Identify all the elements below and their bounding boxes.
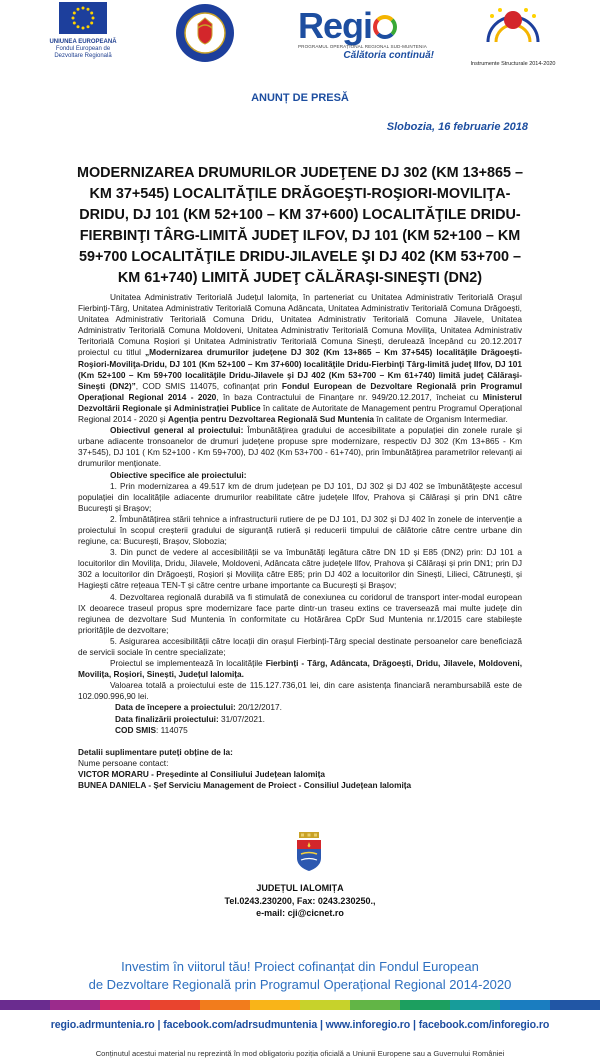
objective-2: 2. Îmbunătățirea stării tehnice a infrastructurii rutiere de pe DJ 101, DJ 302 și DJ 402 în zonele de intervenție a proiectului în scopul creșterii gradului de siguranță rutieră și reducerii timpului de călătorie către centre urbane din regiune, ca: București, Brașov, Slobozia; bbox=[78, 513, 522, 547]
government-seal-icon bbox=[172, 2, 238, 64]
smis-text: , COD SMIS 114075, cofinanțat prin bbox=[135, 380, 282, 391]
color-bar-segment bbox=[550, 1000, 600, 1010]
contact-person-1: VICTOR MORARU - Președinte al Consiliului Județean Ialomița bbox=[78, 768, 325, 779]
color-bar-segment bbox=[100, 1000, 150, 1010]
objective-4: 4. Dezvoltarea regională durabilă va fi stimulată de conexiunea cu coridorul de transport inter-modal european IX deoarece traseul propus spre modernizare face parte dintr-un traseu extins ce traversează mai multe județe din regiunea de dezvoltare Sud Muntenia în conformitate cu Hotărârea CpDr Sud Muntenia nr.1/2015 care stabilește prioritățile de dezvoltare; bbox=[78, 591, 522, 635]
eu-fund: Fondul European de Dezvoltare Regională bbox=[54, 46, 112, 59]
localities-list: Fierbinți - Târg, Adâncata, Drăgoești, Dridu, Jilavele, Moldoveni, Movilița, Roșiori, Sinești, Județul Ialomița. bbox=[78, 658, 522, 680]
contact-person-2: BUNEA DANIELA - Șef Serviciu Management de Proiect - Consiliul Județean Ialomița bbox=[78, 780, 412, 791]
general-objective-label: Obiectivul general al proiectului: bbox=[110, 425, 244, 436]
start-date-label: Data de începere a proiectului: bbox=[115, 702, 236, 713]
ministry-name: Ministerul Dezvoltării Regionale și Administrației Publice bbox=[78, 391, 522, 413]
county-crest bbox=[296, 832, 322, 872]
regio-o-icon bbox=[373, 15, 397, 39]
project-name: „Modernizarea drumurilor judeţene DJ 302 (Km 13+865 – Km 37+545) localităţile Drăgoeşti-Roşiori-Moviliţa-Dridu, DJ 101 (Km 52+100 – Km 37+600) localităţile Dridu-Fierbinţi Târg-limită judeţ Ilfov, DJ 101 (Km 52+100 – Km 59+700 localităţile Dridu-Jilavele şi DJ 402 (Km 53+700 – Km 61+740) limită judeţ Călăraşi-Sineşti (DN2)” bbox=[78, 347, 523, 391]
regio-word: Regi bbox=[298, 5, 373, 46]
structural-instruments-icon bbox=[478, 2, 548, 58]
color-bar-segment bbox=[350, 1000, 400, 1010]
header-logos bbox=[0, 0, 600, 78]
regio-logo bbox=[298, 5, 438, 61]
objective-5: 5. Asigurarea accesibilității către locații din orașul Fierbinți-Târg special destinate persoanelor care beneficiază de servicii sociale în centre specializate; bbox=[78, 635, 522, 657]
county-name: JUDEȚUL IALOMIȚA bbox=[256, 883, 344, 893]
details-line: Detalii suplimentare puteți obține de la: bbox=[78, 746, 233, 757]
eu-disclaimer: Conținutul acestui material nu reprezintă în mod obligatoriu poziția oficială a Uniunii Europene sau a Guvernului României bbox=[95, 1049, 505, 1058]
end-date-line bbox=[78, 714, 522, 725]
color-bar-segment bbox=[50, 1000, 100, 1010]
regio-tagline: Călătoria continuă! bbox=[343, 50, 434, 61]
eu-flag-icon bbox=[59, 2, 107, 34]
general-objective bbox=[78, 425, 522, 469]
fund-name: Fondul European de Dezvoltare Regională prin Programul Operațional Regional 2014 - 2020 bbox=[78, 380, 523, 402]
release-date: Slobozia, 16 februarie 2018 bbox=[386, 121, 528, 133]
is-caption: Instrumente Structurale 2014-2020 bbox=[470, 61, 556, 67]
start-date-line bbox=[78, 702, 522, 713]
eu-name: UNIUNEA EUROPEANĂ bbox=[49, 39, 117, 45]
contract-text: , în baza Contractului de Finanțare nr. 949/20.12.2017, încheiat cu bbox=[216, 391, 483, 402]
smis-line bbox=[78, 725, 522, 736]
cofinancing-line-1: Investim în viitorul tău! Proiect cofinanțat din Fondul European bbox=[121, 959, 479, 974]
authority-text: în calitate de Autoritate de Management pentru Programul Operațional Regional 2014 - 2020 și bbox=[78, 402, 522, 425]
color-bar-segment bbox=[200, 1000, 250, 1010]
end-date-label: Data finalizării proiectului: bbox=[115, 713, 219, 724]
cofinancing-line-2: de Dezvoltare Regională prin Programul Operațional Regional 2014-2020 bbox=[88, 977, 512, 992]
color-bar-segment bbox=[250, 1000, 300, 1010]
smis-label: COD SMIS bbox=[115, 724, 157, 735]
regio-program: PROGRAMUL OPERAȚIONAL REGIONAL SUD-MUNTENIA bbox=[298, 44, 427, 49]
color-bar-segment bbox=[400, 1000, 450, 1010]
footer-color-bar bbox=[0, 1000, 600, 1010]
structural-instruments-logo bbox=[468, 2, 558, 70]
project-value: Valoarea totală a proiectului este de 115.127.736,01 lei, din care asistența financiară nerambursabilă este de 102.090.996,90 lei. bbox=[78, 680, 522, 702]
color-bar-segment bbox=[0, 1000, 50, 1010]
end-date-value: 31/07/2021. bbox=[218, 713, 265, 724]
color-bar-segment bbox=[500, 1000, 550, 1010]
color-bar-segment bbox=[450, 1000, 500, 1010]
cofinancing-statement bbox=[0, 958, 600, 994]
intro-paragraph bbox=[78, 292, 522, 425]
general-objective-text: Îmbunătățirea gradului de accesibilitate a populației din zonele rurale și urbane adiacente tronsoanelor de drumuri județene propuse spre modernizare, respectiv DJ 302 (Km 13+865 - Km 37+545), DJ 101 ( Km 52+100 - Km 59+700), DJ 402 (Km 53+700 - 61+740), prin îmbunătățirea parametrilor relevanți ai drumurilor menționate. bbox=[78, 425, 522, 469]
county-phone: Tel.0243.230200, Fax: 0243.230250., bbox=[224, 895, 376, 906]
localities-label: Proiectul se implementează în localitățile bbox=[110, 658, 266, 669]
objective-3: 3. Din punct de vedere al accesibilității se va îmbunătăți legătura către DN 1D și E85 (DN2) prin: DJ 101 a locuitorilor din Movilița, Dridu, Jilavele, Moldoveni, Adâncata către județele Ilfov, Prahova și Călărași și prin DN1; prin DJ 302 a locuitorilor din Drăgoești, Roșiori și Movilița către E85; prin DJ 402 a locuitorilor din Sinești, Lilieci, Cătrunești, și Hagiești către rețeaua TEN-T și către centre urbane importante ca București și Brașov; bbox=[78, 547, 522, 591]
eu-logo bbox=[48, 2, 118, 60]
government-logo bbox=[172, 2, 238, 64]
press-release-label: ANUNȚ DE PRESĂ bbox=[251, 92, 349, 104]
project-title: MODERNIZAREA DRUMURILOR JUDEŢENE DJ 302 (KM 13+865 – KM 37+545) LOCALITĂŢILE DRĂGOEŞTI-ROŞIORI-MOVILIŢA-DRIDU, DJ 101 (KM 52+100 – KM 37+600) LOCALITĂŢILE DRIDU-FIERBINŢI TÂRG-LIMITĂ JUDEŢ ILFOV, DJ 101 (KM 52+100 – KM 59+700 LOCALITĂŢILE DRIDU-JILAVELE ŞI DJ 402 (KM 53+700 – KM 61+740) LIMITĂ JUDEŢ CĂLĂRAŞI-SINEŞTI (DN2) bbox=[76, 165, 524, 286]
contact-block bbox=[0, 882, 600, 920]
crest-icon bbox=[296, 832, 322, 872]
start-date-value: 20/12/2017. bbox=[235, 702, 282, 713]
smis-value: : 114075 bbox=[156, 724, 188, 735]
intermediary-text: în calitate de Organism Intermediar. bbox=[374, 414, 508, 425]
specific-objectives-label: Obiective specifice ale proiectului: bbox=[110, 469, 247, 480]
county-email: e-mail: cji@cicnet.ro bbox=[256, 908, 344, 918]
footer-links[interactable]: regio.adrmuntenia.ro | facebook.com/adrsudmuntenia | www.inforegio.ro | facebook.com/inforegio.ro bbox=[50, 1019, 550, 1031]
press-release-body bbox=[78, 292, 522, 791]
implementation-localities bbox=[78, 658, 522, 680]
contacts-label: Nume persoane contact: bbox=[78, 757, 169, 768]
color-bar-segment bbox=[150, 1000, 200, 1010]
intro-text: Unitatea Administrativ Teritorială Județul Ialomița, în parteneriat cu Unitatea Administrativ Teritorială Orașul Fierbinți-Târg, Unitatea Administrativ Teritorială Comuna Adâncata, Unitatea Administrativ Teritorială Comuna Drăgoești, Unitatea Administrativ Teritorială Comuna Dridu, Unitatea Administrativ Teritorială Comuna Jilavele, Unitatea Administrativ Teritorială Comuna Moldoveni, Unitatea Administrativ Teritorială Comuna Movilița, Unitatea Administrativ Teritorială Comuna Roșiori și Unitatea Administrativ Teritorială Comuna Sinești, derulează începând cu 20.12.2017 proiectul cu titlul bbox=[78, 292, 522, 358]
objective-1: 1. Prin modernizarea a 49.517 km de drum județean pe DJ 101, DJ 302 și DJ 402 se îmbunătățește accesul populației din localitățile adiacente drumurilor reabilitate către județele Ilfov, Prahova și Călărași și prin DN1 către București și Brașov; bbox=[78, 480, 522, 513]
agency-name: Agenția pentru Dezvoltarea Regională Sud Muntenia bbox=[167, 414, 375, 425]
color-bar-segment bbox=[300, 1000, 350, 1010]
